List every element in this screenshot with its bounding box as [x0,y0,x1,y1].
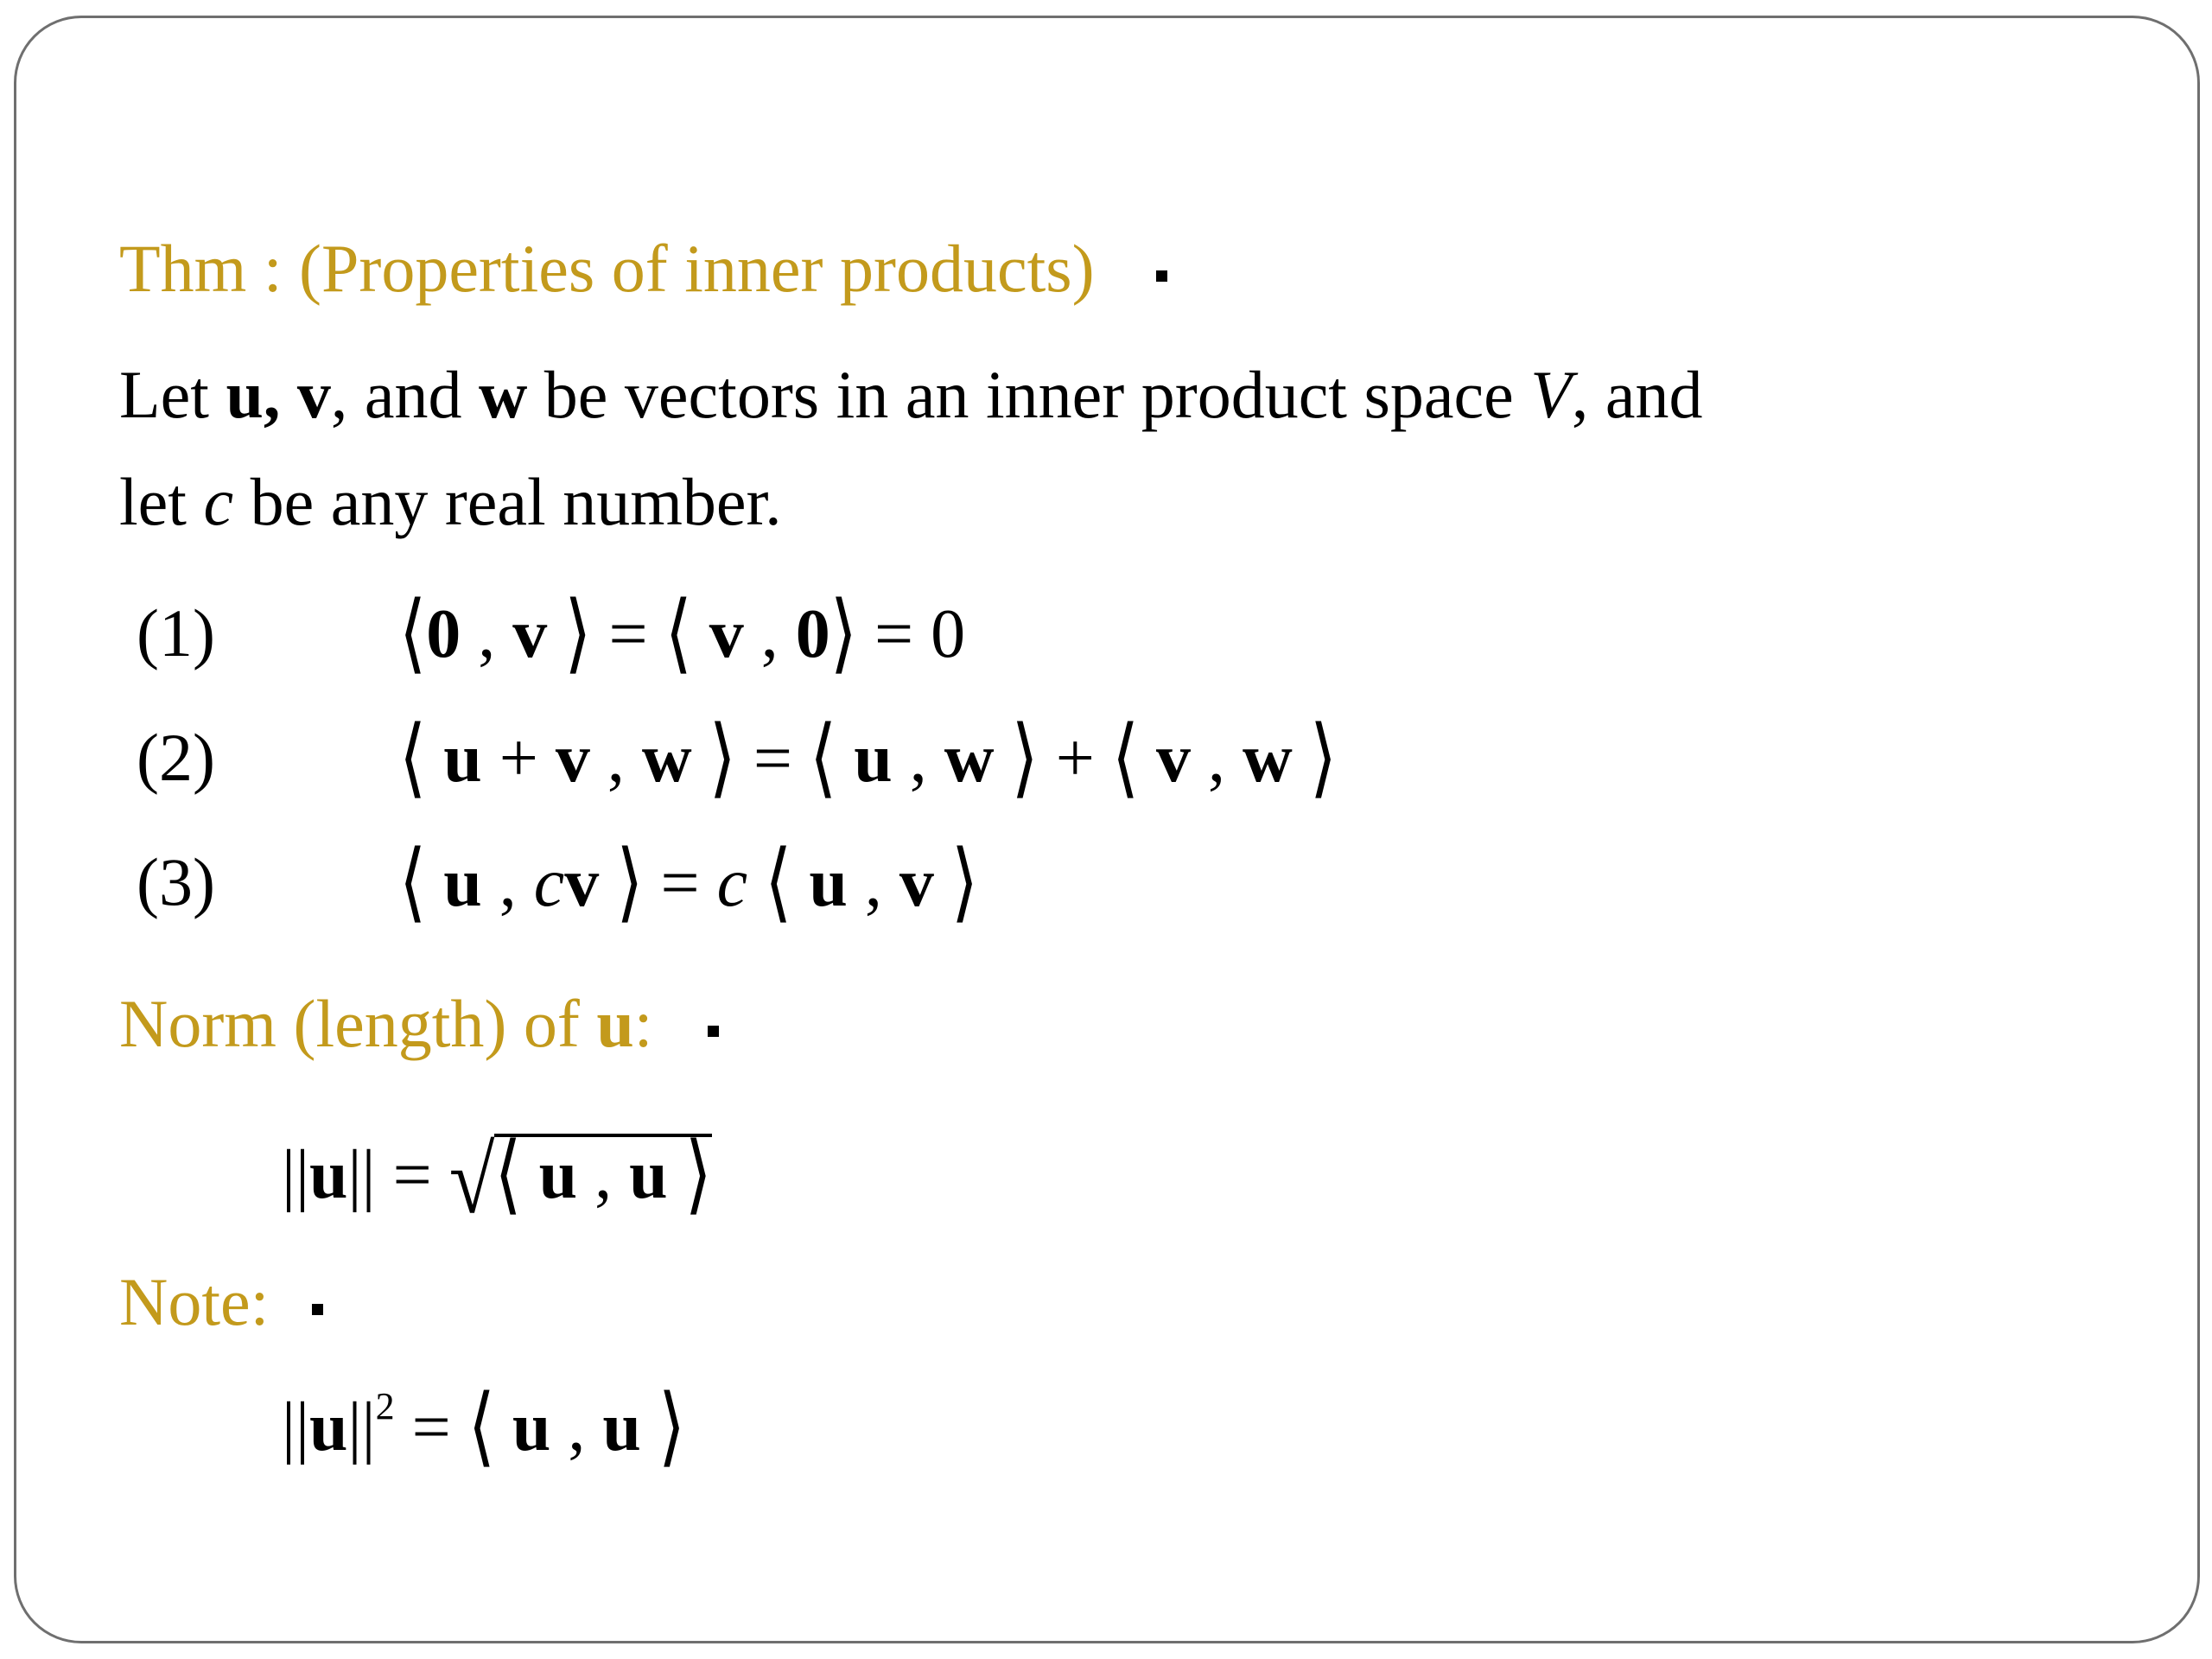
statement-text: be any real number. [233,464,782,539]
property-3-equation: ⟨ u , cv ⟩ = c ⟨ u , v ⟩ [399,836,979,931]
norm-equation: ||u|| = √⟨ u , u ⟩ [282,1126,712,1233]
theorem-statement-line2 [119,464,782,539]
theorem-heading [119,231,1167,306]
norm-heading-colon: : [633,986,653,1061]
property-2-label: (2) [137,720,215,795]
note-heading [119,1264,323,1339]
square-bullet-icon [1156,270,1167,282]
statement-text: , and [330,357,479,432]
property-2-equation: ⟨ u + v , w ⟩ = ⟨ u , w ⟩ + ⟨ v , w ⟩ [399,711,1338,806]
vector-u: u, [226,357,297,432]
note-heading-text: Note: [119,1264,270,1339]
theorem-statement-line1 [119,357,1703,432]
property-1-equation: ⟨0 , v ⟩ = ⟨ v , 0⟩ = 0 [399,587,966,682]
theorem-heading-text: Thm : (Properties of inner products) [119,231,1095,306]
norm-heading [119,986,719,1061]
norm-heading-text: Norm (length) of [119,986,597,1061]
property-1-label: (1) [137,595,215,671]
note-equation: $||u||^2$ = ⟨ u , u ⟩ [282,1380,686,1475]
square-bullet-icon [312,1304,323,1315]
space-v: V [1530,357,1572,432]
sqrt-icon: √ [448,1126,495,1233]
scalar-c: c [203,464,234,539]
statement-text: , and [1571,357,1703,432]
property-3-label: (3) [137,844,215,919]
vector-v: v [296,357,331,432]
norm-heading-vector: u [596,986,634,1061]
statement-text: Let [119,357,226,432]
statement-text: let [119,464,204,539]
square-bullet-icon [708,1026,719,1037]
vector-w: w [478,357,528,432]
statement-text: be vectors in an inner product space [527,357,1531,432]
